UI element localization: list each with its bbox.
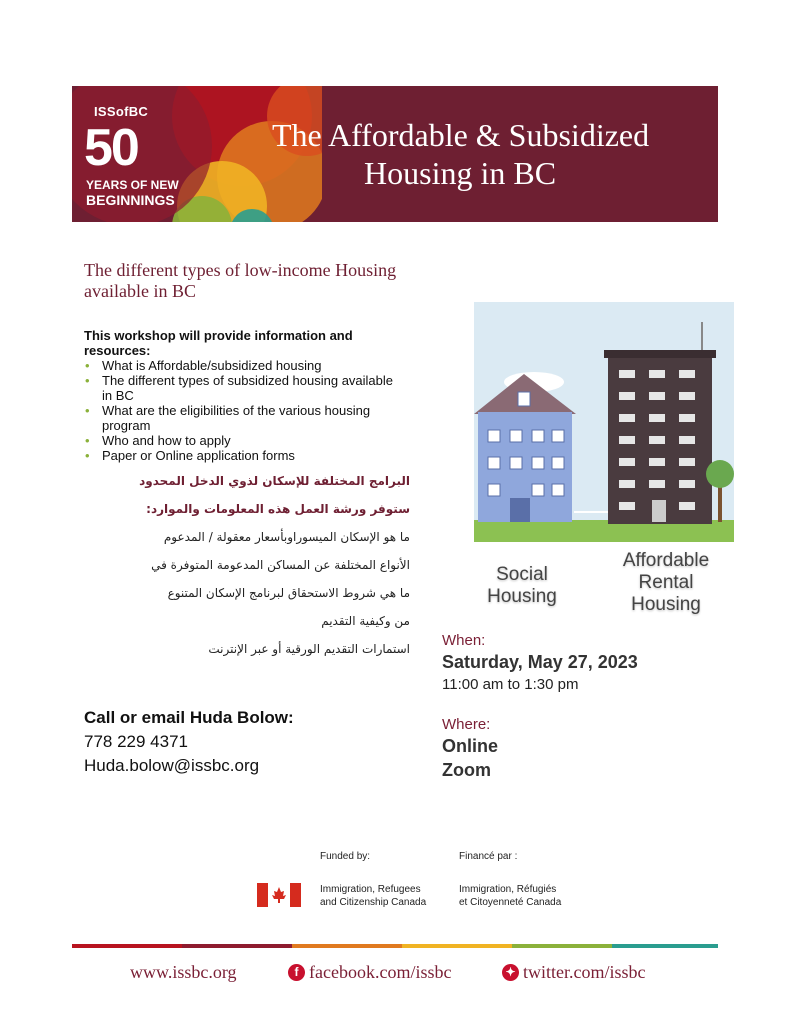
page-title xyxy=(272,116,712,192)
title-line-1: The Affordable & Subsidized xyxy=(272,117,650,153)
twitter-icon: ✦ xyxy=(502,964,519,981)
arabic-heading-1: البرامج المختلفة للإسكان لذوي الدخل المحدود xyxy=(139,474,410,488)
caption-affordable-rental: Affordable Rental Housing xyxy=(622,550,710,615)
ircc-name-en xyxy=(320,883,426,909)
funded-by-label: Funded by: xyxy=(320,851,371,862)
logo-tagline xyxy=(86,178,196,209)
footer-twitter-link[interactable] xyxy=(502,962,645,983)
footer-facebook-link[interactable] xyxy=(288,962,451,983)
footer-website-link[interactable]: www.issbc.org xyxy=(130,962,237,982)
twitter-text: twitter.com/issbc xyxy=(523,962,646,982)
where-online: Online xyxy=(442,736,499,756)
logo-tagline-2: BEGINNINGS xyxy=(86,192,175,208)
when-label: When: xyxy=(442,632,486,649)
housing-illustration xyxy=(474,302,734,542)
ircc-en-line-2: and Citizenship Canada xyxy=(320,897,427,908)
event-date: Saturday, May 27, 2023 xyxy=(442,652,638,672)
event-time: 11:00 am to 1:30 pm xyxy=(442,676,579,693)
finance-par-label: Financé par : xyxy=(459,851,518,862)
ircc-en-line-1: Immigration, Refugees xyxy=(320,884,421,895)
contact-heading: Call or email Huda Bolow: xyxy=(84,708,294,727)
facebook-icon: f xyxy=(288,964,305,981)
arabic-line: الأنواع المختلفة عن المساكن المدعومة المتوفرة في xyxy=(151,558,410,572)
arabic-section xyxy=(120,474,410,670)
header-banner xyxy=(72,86,718,222)
list-item: • What is Affordable/subsidized housing xyxy=(102,358,404,373)
list-item: • What are the eligibilities of the various housing program xyxy=(102,403,404,433)
ircc-name-fr xyxy=(459,883,561,909)
workshop-list xyxy=(84,358,404,463)
title-line-2: Housing in BC xyxy=(364,155,557,191)
where-label: Where: xyxy=(442,716,491,733)
arabic-line: ما هو الإسكان الميسوراوبأسعار معقولة / المدعوم xyxy=(163,530,410,544)
workshop-intro: This workshop will provide information and resources: xyxy=(84,328,353,358)
footer-color-stripe xyxy=(72,944,718,948)
ircc-fr-line-1: Immigration, Réfugiés xyxy=(459,884,557,895)
logo-50: 50 xyxy=(84,119,138,177)
arabic-line: استمارات التقديم الورقية أو عبر الإنترنت xyxy=(208,642,410,656)
logo-tagline-1: YEARS OF NEW xyxy=(86,178,179,192)
list-item: • Paper or Online application forms xyxy=(102,448,404,463)
canada-flag-icon xyxy=(257,883,301,907)
arabic-line: ما هي شروط الاستحقاق لبرنامج الإسكان المتنوع xyxy=(167,586,410,600)
issbc-logo-text: ISSofBC xyxy=(94,104,149,119)
contact-phone[interactable]: 778 229 4371 xyxy=(84,732,188,751)
list-item: • Who and how to apply xyxy=(102,433,404,448)
contact-block xyxy=(84,706,404,778)
facebook-text: facebook.com/issbc xyxy=(309,962,452,982)
caption-social-housing: Social Housing xyxy=(487,564,557,607)
subtitle: The different types of low-income Housing available in BC xyxy=(84,260,397,301)
list-item: • The different types of subsidized housing available in BC xyxy=(102,373,404,403)
arabic-line: من وكيفية التقديم xyxy=(321,614,410,628)
arabic-heading-2: ستوفر ورشة العمل هذه المعلومات والموارد: xyxy=(146,502,410,516)
where-zoom: Zoom xyxy=(442,760,491,780)
ircc-fr-line-2: et Citoyenneté Canada xyxy=(459,897,562,908)
contact-email[interactable]: Huda.bolow@issbc.org xyxy=(84,756,260,775)
workshop-info xyxy=(84,328,404,463)
